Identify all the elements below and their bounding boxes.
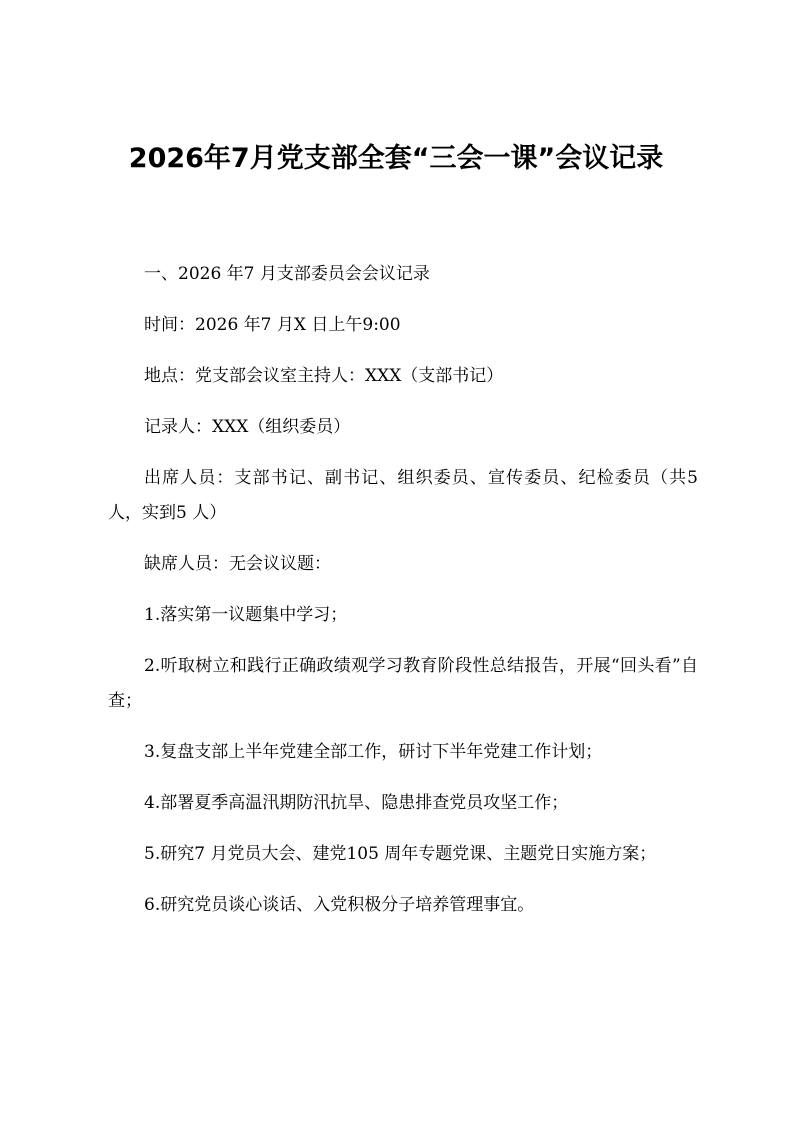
absentees-agenda-heading: 缺席人员：无会议议题： — [144, 554, 331, 574]
document-title: 2026年7月党支部全套“三会一课”会议记录 — [128, 143, 664, 174]
recorder: 记录人：XXX（组织委员） — [144, 417, 351, 437]
section-heading: 一、2026 年7 月支部委员会会议记录 — [144, 264, 430, 284]
meeting-location-host: 地点：党支部会议室主持人：XXX（支部书记） — [144, 366, 504, 386]
agenda-item: 6.研究党员谈心谈话、入党积极分子培养管理事宜。 — [144, 895, 535, 915]
attendees: 出席人员：支部书记、副书记、组织委员、宣传委员、纪检委员（共5 人，实到5 人） — [108, 468, 698, 523]
agenda-item: 1.落实第一议题集中学习； — [144, 605, 348, 625]
document-body — [108, 257, 698, 939]
agenda-item: 4.部署夏季高温汛期防汛抗旱、隐患排查党员攻坚工作； — [144, 793, 569, 813]
agenda-item: 2.听取树立和践行正确政绩观学习教育阶段性总结报告，开展“回头看”自查； — [108, 656, 698, 711]
agenda-item: 3.复盘支部上半年党建全部工作，研讨下半年党建工作计划； — [144, 742, 603, 762]
agenda-item: 5.研究7 月党员大会、建党105 周年专题党课、主题党日实施方案； — [144, 844, 657, 864]
meeting-time: 时间：2026 年7 月X 日上午9:00 — [144, 315, 401, 335]
